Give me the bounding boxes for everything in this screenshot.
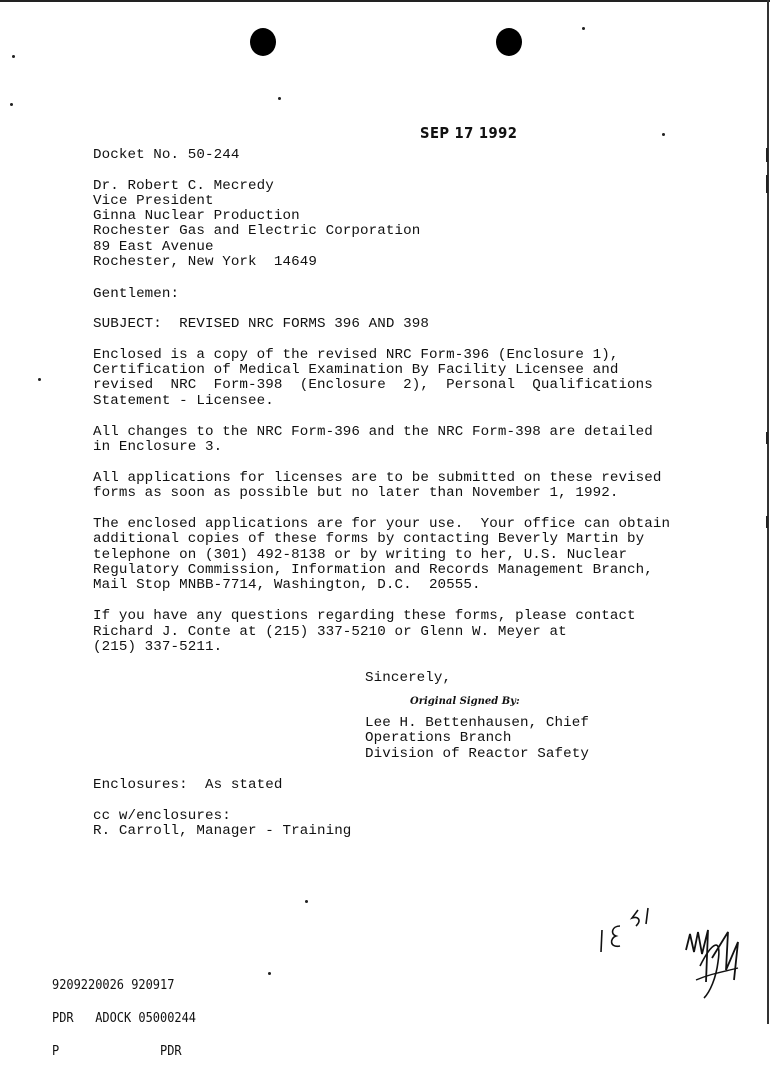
paragraph-line: Mail Stop MNBB-7714, Washington, D.C. 20555. [93, 577, 481, 593]
addressee-line: Ginna Nuclear Production [93, 208, 300, 224]
cc-recipient: R. Carroll, Manager - Training [93, 823, 352, 839]
paragraph-line: additional copies of these forms by contacting Beverly Martin by [93, 531, 645, 547]
footer-code-line: PDR ADOCK 05000244 [52, 1011, 197, 1026]
punch-hole-right [496, 28, 522, 56]
paragraph-line: Richard J. Conte at (215) 337-5210 or Glenn W. Meyer at [93, 624, 567, 640]
scan-speck [12, 55, 15, 58]
punch-hole-left [250, 28, 276, 56]
paragraph-line: All changes to the NRC Form-396 and the NRC Form-398 are detailed [93, 424, 653, 440]
scan-speck [268, 972, 271, 975]
original-signed-stamp: Original Signed By: [410, 696, 520, 707]
addressee-line: Rochester, New York 14649 [93, 254, 317, 270]
subject-line: SUBJECT: REVISED NRC FORMS 396 AND 398 [93, 316, 429, 332]
salutation: Gentlemen: [93, 286, 180, 302]
handwritten-initials [682, 922, 746, 1004]
document-control-number [52, 958, 196, 1079]
paragraph-line: revised NRC Form-398 (Enclosure 2), Personal Qualifications [93, 377, 653, 393]
docket-number: Docket No. 50-244 [93, 147, 240, 163]
footer-code-line: P PDR [52, 1044, 182, 1059]
paragraph-line: If you have any questions regarding these forms, please contact [93, 608, 636, 624]
scan-speck [278, 97, 281, 100]
addressee-line: 89 East Avenue [93, 239, 214, 255]
date-stamp: SEP 17 1992 [420, 124, 518, 142]
paragraph-line: (215) 337-5211. [93, 639, 223, 655]
paragraph-line: in Enclosure 3. [93, 439, 223, 455]
addressee-line: Vice President [93, 193, 214, 209]
paragraph-line: Regulatory Commission, Information and Records Management Branch, [93, 562, 653, 578]
scan-speck [582, 27, 585, 30]
paragraph-line: forms as soon as possible but no later than November 1, 1992. [93, 485, 619, 501]
cc-label: cc w/enclosures: [93, 808, 231, 824]
signatory-name: Lee H. Bettenhausen, Chief [365, 715, 589, 731]
handwritten-ie51-mark [596, 906, 660, 958]
paragraph-line: The enclosed applications are for your use. Your office can obtain [93, 516, 671, 532]
signatory-division: Division of Reactor Safety [365, 746, 589, 762]
scan-edge-mark [766, 175, 768, 193]
paragraph-line: Enclosed is a copy of the revised NRC Form-396 (Enclosure 1), [93, 347, 619, 363]
paragraph-line: Statement - Licensee. [93, 393, 274, 409]
signatory-branch: Operations Branch [365, 730, 512, 746]
scan-speck [662, 133, 665, 136]
addressee-line: Dr. Robert C. Mecredy [93, 178, 274, 194]
scan-edge-mark [766, 432, 768, 444]
addressee-line: Rochester Gas and Electric Corporation [93, 223, 421, 239]
scan-edge-mark [766, 148, 768, 162]
paragraph-line: Certification of Medical Examination By Facility Licensee and [93, 362, 619, 378]
enclosures-line: Enclosures: As stated [93, 777, 283, 793]
paragraph-line: All applications for licenses are to be submitted on these revised [93, 470, 662, 486]
scan-speck [38, 378, 41, 381]
closing: Sincerely, [365, 670, 452, 686]
scan-speck [10, 103, 13, 106]
scan-edge-mark [766, 516, 768, 528]
paragraph-line: telephone on (301) 492-8138 or by writing to her, U.S. Nuclear [93, 547, 628, 563]
footer-code-line: 9209220026 920917 [52, 978, 175, 993]
scan-border-top [0, 0, 770, 2]
scan-speck [305, 900, 308, 903]
